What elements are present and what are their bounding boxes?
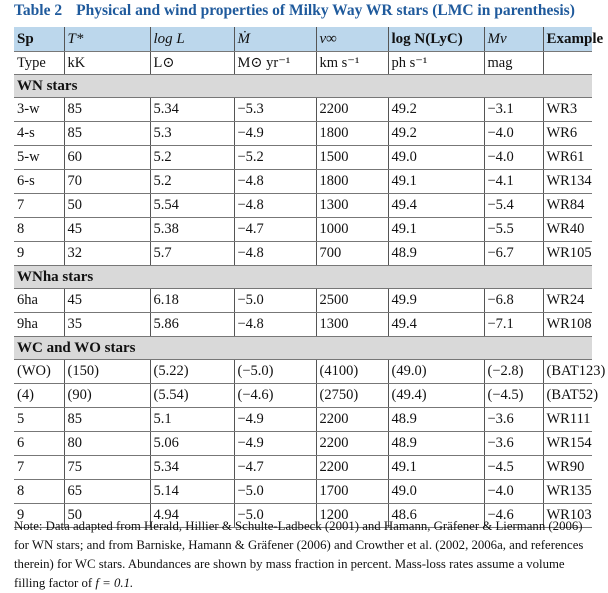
- table-row: [14, 218, 592, 242]
- table-title: Physical and wind properties of Milky Way WR stars (LMC in parenthesis): [76, 2, 575, 19]
- table-cell: −4.0: [484, 146, 543, 170]
- table-cell: 4.94: [150, 504, 234, 528]
- table-row: [14, 146, 592, 170]
- table-cell: −4.9: [234, 408, 316, 432]
- col-header-log-nlyc: log N(LyC): [388, 27, 484, 52]
- table-cell: −4.6: [484, 504, 543, 528]
- table-cell: 5-w: [14, 146, 64, 170]
- table-cell: 7: [14, 456, 64, 480]
- table-cell: WR111: [543, 408, 592, 432]
- table-cell: 5.1: [150, 408, 234, 432]
- table-cell: (5.22): [150, 360, 234, 384]
- table-cell: 1800: [316, 170, 388, 194]
- table-cell: −3.6: [484, 408, 543, 432]
- table-cell: 35: [64, 313, 150, 337]
- header-row: [14, 27, 592, 52]
- table-cell: 49.1: [388, 456, 484, 480]
- col-header-mv: Mv: [484, 27, 543, 52]
- table-cell: −3.1: [484, 98, 543, 122]
- table-cell: 45: [64, 289, 150, 313]
- unit-cell: kK: [64, 52, 150, 75]
- table-cell: (−4.6): [234, 384, 316, 408]
- table-cell: (BAT123): [543, 360, 592, 384]
- unit-cell: [543, 52, 592, 75]
- table-cell: −7.1: [484, 313, 543, 337]
- table-cell: −4.9: [234, 432, 316, 456]
- table-cell: −4.7: [234, 218, 316, 242]
- table-cell: 1000: [316, 218, 388, 242]
- table-cell: 49.1: [388, 170, 484, 194]
- table-cell: 49.2: [388, 98, 484, 122]
- table-cell: 85: [64, 122, 150, 146]
- table-cell: −4.5: [484, 456, 543, 480]
- table-row: [14, 408, 592, 432]
- table-cell: −5.0: [234, 480, 316, 504]
- table-row: [14, 289, 592, 313]
- table-cell: (90): [64, 384, 150, 408]
- table-cell: −6.7: [484, 242, 543, 266]
- table-cell: 6: [14, 432, 64, 456]
- table-row: [14, 242, 592, 266]
- table-row: [14, 432, 592, 456]
- table-cell: WR24: [543, 289, 592, 313]
- wr-star-properties-table: [14, 27, 606, 528]
- table-cell: WR108: [543, 313, 592, 337]
- table-cell: 5.06: [150, 432, 234, 456]
- table-cell: 49.9: [388, 289, 484, 313]
- table-cell: WR61: [543, 146, 592, 170]
- table-row: [14, 194, 592, 218]
- col-header-terminal-velocity: v∞: [316, 27, 388, 52]
- table-cell: 8: [14, 480, 64, 504]
- note-formula: f = 0.1.: [95, 576, 134, 590]
- table-cell: 1300: [316, 194, 388, 218]
- table-cell: −4.8: [234, 194, 316, 218]
- col-header-log-l: log L: [150, 27, 234, 52]
- table-cell: 1500: [316, 146, 388, 170]
- unit-cell: km s⁻¹: [316, 52, 388, 75]
- table-cell: (−2.8): [484, 360, 543, 384]
- table-body: [14, 75, 606, 528]
- group-title: WC and WO stars: [14, 337, 592, 360]
- table-cell: 4-s: [14, 122, 64, 146]
- table-cell: (5.54): [150, 384, 234, 408]
- table-cell: 5.54: [150, 194, 234, 218]
- table-number: Table 2: [14, 2, 63, 19]
- table-cell: 5.34: [150, 456, 234, 480]
- table-cell: 50: [64, 194, 150, 218]
- table-cell: −5.4: [484, 194, 543, 218]
- table-cell: −4.0: [484, 122, 543, 146]
- units-row: [14, 52, 592, 75]
- table-note: [14, 517, 594, 593]
- table-cell: −5.0: [234, 504, 316, 528]
- table-cell: 5.2: [150, 146, 234, 170]
- table-cell: 5.7: [150, 242, 234, 266]
- group-header-row: [14, 266, 592, 289]
- table-cell: 7: [14, 194, 64, 218]
- table-cell: 1200: [316, 504, 388, 528]
- table-cell: (BAT52): [543, 384, 592, 408]
- table-cell: 48.9: [388, 432, 484, 456]
- table-cell: −4.8: [234, 313, 316, 337]
- table-cell: WR40: [543, 218, 592, 242]
- table-cell: 2200: [316, 98, 388, 122]
- table-cell: WR103: [543, 504, 592, 528]
- table-cell: 85: [64, 98, 150, 122]
- table-caption: [14, 2, 604, 24]
- table-cell: 49.1: [388, 218, 484, 242]
- table-cell: WR134: [543, 170, 592, 194]
- table-cell: 5: [14, 408, 64, 432]
- table-cell: 6-s: [14, 170, 64, 194]
- table-row: [14, 480, 592, 504]
- table-cell: WR135: [543, 480, 592, 504]
- col-header-mass-loss: Ṁ: [234, 27, 316, 52]
- table-cell: 9: [14, 242, 64, 266]
- table-cell: 85: [64, 408, 150, 432]
- table-cell: WR90: [543, 456, 592, 480]
- table-cell: −5.0: [234, 289, 316, 313]
- table-row: [14, 98, 592, 122]
- table-cell: WR6: [543, 122, 592, 146]
- table-cell: −4.7: [234, 456, 316, 480]
- table-cell: 48.6: [388, 504, 484, 528]
- table-cell: WR154: [543, 432, 592, 456]
- table-cell: (4): [14, 384, 64, 408]
- table-cell: 1800: [316, 122, 388, 146]
- table-cell: WR84: [543, 194, 592, 218]
- group-header-row: [14, 75, 592, 98]
- table-cell: 48.9: [388, 408, 484, 432]
- unit-cell: L⊙: [150, 52, 234, 75]
- table-cell: (150): [64, 360, 150, 384]
- table-row: [14, 170, 592, 194]
- group-title: WNha stars: [14, 266, 592, 289]
- table-cell: 5.2: [150, 170, 234, 194]
- table-cell: 60: [64, 146, 150, 170]
- table-cell: −3.6: [484, 432, 543, 456]
- table-cell: 5.14: [150, 480, 234, 504]
- table-cell: (−4.5): [484, 384, 543, 408]
- table-row: [14, 456, 592, 480]
- table-cell: 2200: [316, 456, 388, 480]
- table-cell: 9ha: [14, 313, 64, 337]
- table-row: [14, 313, 592, 337]
- table-cell: (4100): [316, 360, 388, 384]
- table-cell: (49.4): [388, 384, 484, 408]
- table-cell: (WO): [14, 360, 64, 384]
- table-cell: 75: [64, 456, 150, 480]
- table-cell: (2750): [316, 384, 388, 408]
- table-cell: 49.4: [388, 194, 484, 218]
- table-cell: −5.2: [234, 146, 316, 170]
- table-cell: (−5.0): [234, 360, 316, 384]
- table-cell: 2200: [316, 408, 388, 432]
- col-header-temperature: T*: [64, 27, 150, 52]
- table-cell: −4.9: [234, 122, 316, 146]
- table-cell: 5.34: [150, 98, 234, 122]
- table-cell: −6.8: [484, 289, 543, 313]
- table-cell: −4.8: [234, 170, 316, 194]
- table-cell: 49.4: [388, 313, 484, 337]
- table-cell: 2500: [316, 289, 388, 313]
- table-cell: 32: [64, 242, 150, 266]
- table-cell: 70: [64, 170, 150, 194]
- unit-cell: Type: [14, 52, 64, 75]
- table-cell: 49.2: [388, 122, 484, 146]
- table-cell: WR105: [543, 242, 592, 266]
- table-cell: 3-w: [14, 98, 64, 122]
- table-cell: 5.38: [150, 218, 234, 242]
- table-cell: WR3: [543, 98, 592, 122]
- table-cell: −5.5: [484, 218, 543, 242]
- unit-cell: ph s⁻¹: [388, 52, 484, 75]
- table-cell: 9: [14, 504, 64, 528]
- table-cell: 6ha: [14, 289, 64, 313]
- table-cell: 80: [64, 432, 150, 456]
- col-header-sp: Sp: [14, 27, 64, 52]
- table-cell: 49.0: [388, 146, 484, 170]
- table-cell: 5.86: [150, 313, 234, 337]
- table-cell: 48.9: [388, 242, 484, 266]
- table-cell: 2200: [316, 432, 388, 456]
- table-cell: 1700: [316, 480, 388, 504]
- table-cell: 49.0: [388, 480, 484, 504]
- table-row: [14, 384, 592, 408]
- table-cell: 5.3: [150, 122, 234, 146]
- table-cell: −5.3: [234, 98, 316, 122]
- col-header-example: Example: [543, 27, 592, 52]
- note-text: Note: Data adapted from Herald, Hillier & Schulte-Ladbeck (2001) and Hamann, Gräfener & Liermann (2006) for WN stars; and from Barniske, Hamann & Gräfener (2006) and Crowther et al. (2002, 2006a, and references therein) for WC stars. Abundances are shown by mass fraction in percent. Mass-loss rates assume a volume filling factor of: [14, 519, 584, 590]
- table-cell: 6.18: [150, 289, 234, 313]
- table-cell: 8: [14, 218, 64, 242]
- table-row: [14, 360, 592, 384]
- table-cell: −4.8: [234, 242, 316, 266]
- table-cell: 45: [64, 218, 150, 242]
- group-title: WN stars: [14, 75, 592, 98]
- table-row: [14, 122, 592, 146]
- table-cell: 1300: [316, 313, 388, 337]
- table-cell: 700: [316, 242, 388, 266]
- unit-cell: mag: [484, 52, 543, 75]
- unit-cell: M⊙ yr⁻¹: [234, 52, 316, 75]
- table-cell: 65: [64, 480, 150, 504]
- group-header-row: [14, 337, 592, 360]
- table-cell: (49.0): [388, 360, 484, 384]
- table-cell: −4.1: [484, 170, 543, 194]
- table-cell: 50: [64, 504, 150, 528]
- table-cell: −4.0: [484, 480, 543, 504]
